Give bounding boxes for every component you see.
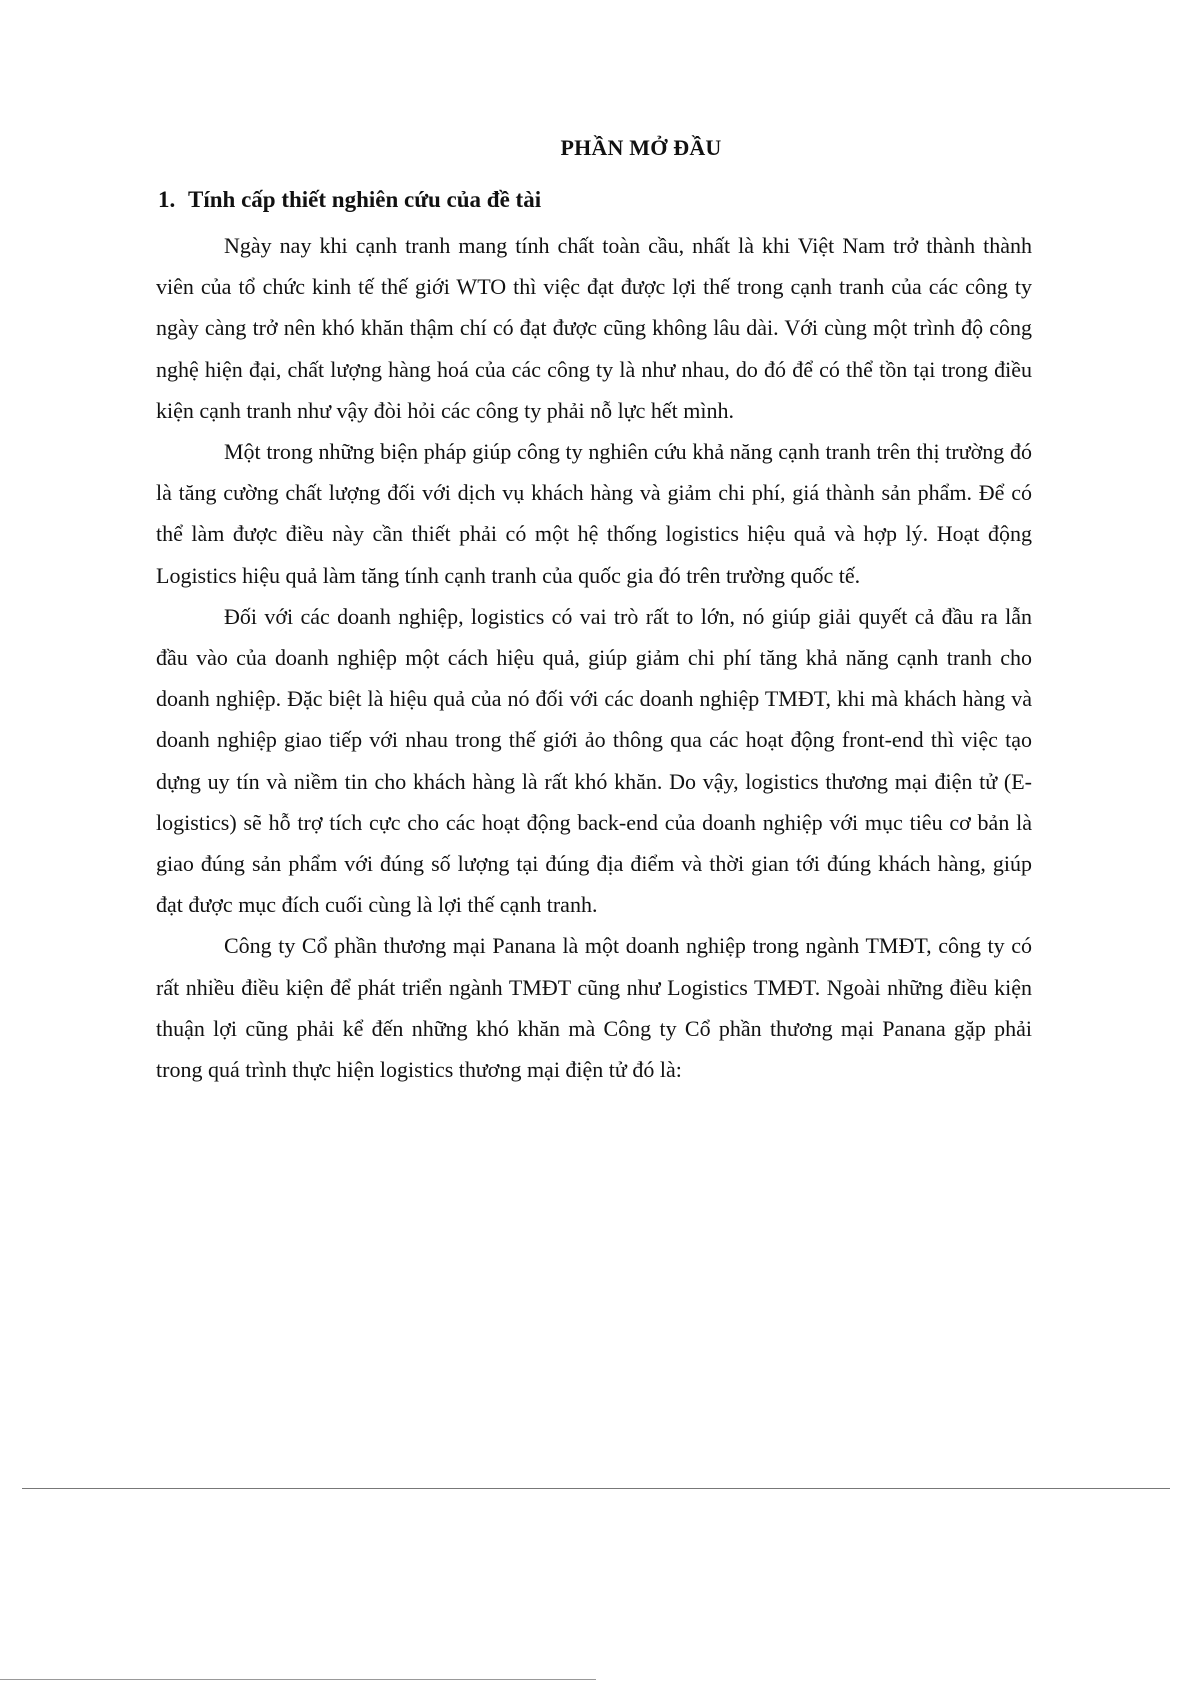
body-text (156, 225, 1032, 1090)
section-number: 1. (158, 187, 176, 212)
section-heading (158, 185, 1058, 215)
footer-divider (22, 1488, 1170, 1489)
paragraph-2: Một trong những biện pháp giúp công ty nghiên cứu khả năng cạnh tranh trên thị trường đó là tăng cường chất lượng đối với dịch vụ khách hàng và giảm chi phí, giá thành sản phẩm. Để có thể làm được điều này cần thiết phải có một hệ thống logistics hiệu quả và hợp lý. Hoạt động Logistics hiệu quả làm tăng tính cạnh tranh của quốc gia đó trên trường quốc tế. (156, 439, 1032, 588)
page-title: PHẦN MỞ ĐẦU (560, 135, 722, 160)
paragraph-3: Đối với các doanh nghiệp, logistics có vai trò rất to lớn, nó giúp giải quyết cả đầu ra lẫn đầu vào của doanh nghiệp một cách hiệu quả, giúp giảm chi phí tăng khả năng cạnh tranh cho doanh nghiệp. Đặc biệt là hiệu quả của nó đối với các doanh nghiệp TMĐT, khi mà khách hàng và doanh nghiệp giao tiếp với nhau trong thế giới ảo thông qua các hoạt động front-end thì việc tạo dựng uy tín và niềm tin cho khách hàng là rất khó khăn. Do vậy, logistics thương mại điện tử (E-logistics) sẽ hỗ trợ tích cực cho các hoạt động back-end của doanh nghiệp với mục tiêu cơ bản là giao đúng sản phẩm với đúng số lượng tại đúng địa điểm và thời gian tới đúng khách hàng, giúp đạt được mục đích cuối cùng là lợi thế cạnh tranh. (156, 603, 1032, 918)
paragraph-1: Ngày nay khi cạnh tranh mang tính chất toàn cầu, nhất là khi Việt Nam trở thành thành viên của tổ chức kinh tế thế giới WTO thì việc đạt được lợi thế trong cạnh tranh của các công ty ngày càng trở nên khó khăn thậm chí có đạt được cũng không lâu dài. Với cùng một trình độ công nghệ hiện đại, chất lượng hàng hoá của các công ty là như nhau, do đó để có thể tồn tại trong điều kiện cạnh tranh như vậy đòi hỏi các công ty phải nỗ lực hết mình. (156, 233, 1032, 423)
paragraph-4: Công ty Cổ phần thương mại Panana là một doanh nghiệp trong ngành TMĐT, công ty có rất nhiều điều kiện để phát triển ngành TMĐT cũng như Logistics TMĐT. Ngoài những điều kiện thuận lợi cũng phải kể đến những khó khăn mà Công ty Cổ phần thương mại Panana gặp phải trong quá trình thực hiện logistics thương mại điện tử đó là: (156, 933, 1032, 1083)
bottom-divider (0, 1679, 596, 1680)
section-heading-text: Tính cấp thiết nghiên cứu của đề tài (188, 187, 542, 212)
